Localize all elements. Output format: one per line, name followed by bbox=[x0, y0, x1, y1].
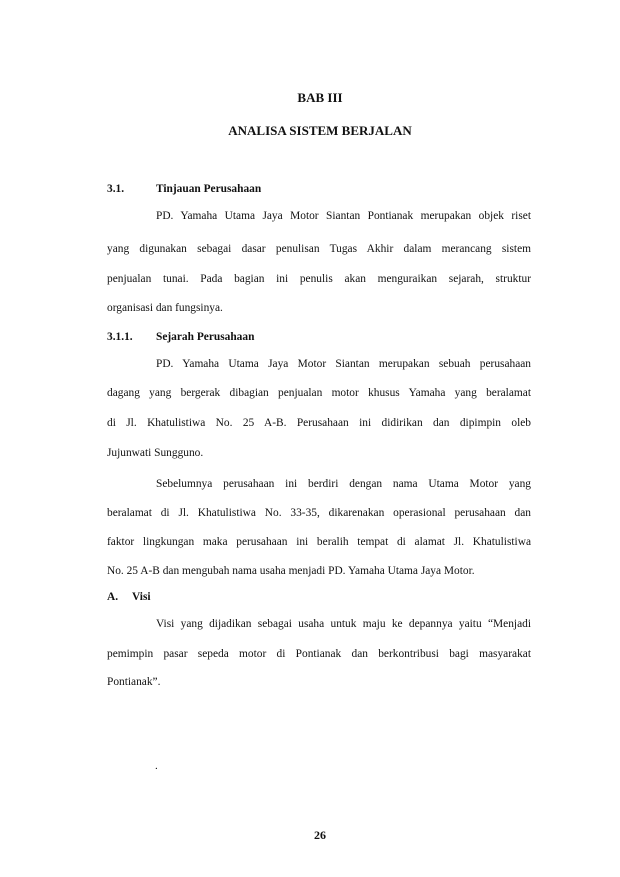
paragraph-line: Sebelumnya perusahaan ini berdiri dengan nama Utama Motor yang bbox=[156, 478, 531, 490]
paragraph-line: pemimpin pasar sepeda motor di Pontianak dan berkontribusi bagi masyarakat bbox=[107, 648, 531, 660]
paragraph-line: Visi yang dijadikan sebagai usaha untuk maju ke depannya yaitu “Menjadi bbox=[156, 618, 531, 630]
vision-number: A. bbox=[107, 591, 119, 603]
vision-title: Visi bbox=[132, 591, 151, 603]
page-number: 26 bbox=[314, 828, 326, 842]
section-title: Tinjauan Perusahaan bbox=[156, 183, 262, 195]
paragraph-line: organisasi dan fungsinya. bbox=[107, 302, 223, 314]
paragraph-line: yang digunakan sebagai dasar penulisan Tugas Akhir dalam merancang sistem bbox=[107, 243, 531, 255]
paragraph-line: penjualan tunai. Pada bagian ini penulis akan menguraikan sejarah, struktur bbox=[107, 273, 531, 285]
paragraph-line: PD. Yamaha Utama Jaya Motor Siantan Pontianak merupakan objek riset bbox=[156, 210, 531, 222]
subsection-number: 3.1.1. bbox=[107, 331, 133, 343]
paragraph-line: beralamat di Jl. Khatulistiwa No. 33-35, dikarenakan operasional perusahaan dan bbox=[107, 507, 531, 519]
section-number: 3.1. bbox=[107, 183, 125, 195]
paragraph-line: dagang yang bergerak dibagian penjualan motor khusus Yamaha yang beralamat bbox=[107, 387, 531, 399]
paragraph-line: Jujunwati Sungguno. bbox=[107, 447, 204, 459]
chapter-title: ANALISA SISTEM BERJALAN bbox=[228, 123, 412, 138]
paragraph-line: PD. Yamaha Utama Jaya Motor Siantan merupakan sebuah perusahaan bbox=[156, 358, 531, 370]
section-heading bbox=[107, 183, 124, 195]
subsection-title: Sejarah Perusahaan bbox=[156, 331, 255, 343]
paragraph-line: No. 25 A-B dan mengubah nama usaha menjadi PD. Yamaha Utama Jaya Motor. bbox=[107, 565, 475, 577]
paragraph-line: di Jl. Khatulistiwa No. 25 A-B. Perusahaan ini didirikan dan dipimpin oleb bbox=[107, 417, 531, 429]
paragraph-line: Pontianak”. bbox=[107, 676, 161, 688]
chapter-label: BAB III bbox=[297, 90, 343, 105]
stray-mark: . bbox=[155, 760, 158, 772]
paragraph-line: faktor lingkungan maka perusahaan ini beralih tempat di alamat Jl. Khatulistiwa bbox=[107, 536, 531, 548]
